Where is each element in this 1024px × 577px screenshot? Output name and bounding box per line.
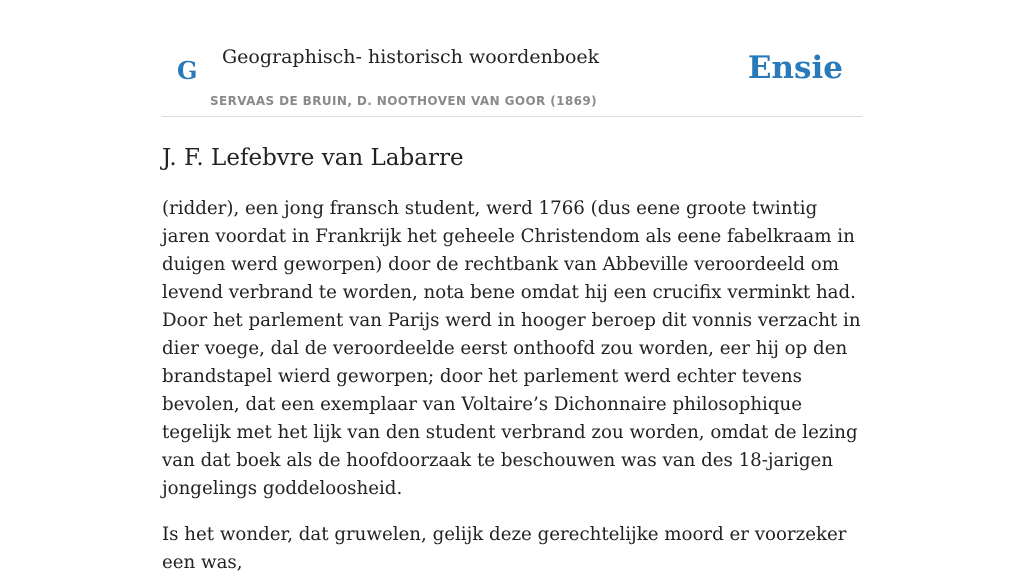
page	[162, 0, 862, 577]
entry-title: J. F. Lefebvre van Labarre	[162, 145, 464, 171]
book-header	[162, 0, 862, 117]
ensie-brand-link[interactable]: Ensie	[747, 50, 843, 86]
book-title-link[interactable]: Geographisch- historisch woordenboek	[222, 46, 600, 68]
book-authors: SERVAAS DE BRUIN, D. NOOTHOVEN VAN GOOR (1869)	[210, 94, 598, 108]
book-logo[interactable]: G	[177, 56, 198, 85]
entry-paragraph: (ridder), een jong fransch student, werd 1766 (dus eene groote twintig jaren voordat in Frankrijk het geheele Christendom als eene fabelkraam in duigen werd geworpen) door de rechtbank van Abbeville veroordeeld om levend verbrand te worden, nota bene omdat hij een crucifix verminkt had. Door het parlement van Parijs werd in hooger beroep dit vonnis verzacht in dier voege, dal de veroordeelde eerst onthoofd zou worden, eer hij op den brandstapel wierd geworpen; door het parlement werd echter tevens bevolen, dat een exemplaar van Voltaire’s Dichonnaire philosophique tegelijk met het lijk van den student verbrand zou worden, omdat de lezing van dat boek als de hoofdoorzaak te beschouwen was van des 18-jarigen jongelings goddeloosheid.	[162, 198, 861, 499]
entry-paragraph: Is het wonder, dat gruwelen, gelijk deze gerechtelijke moord er voorzeker een was,	[162, 524, 847, 573]
